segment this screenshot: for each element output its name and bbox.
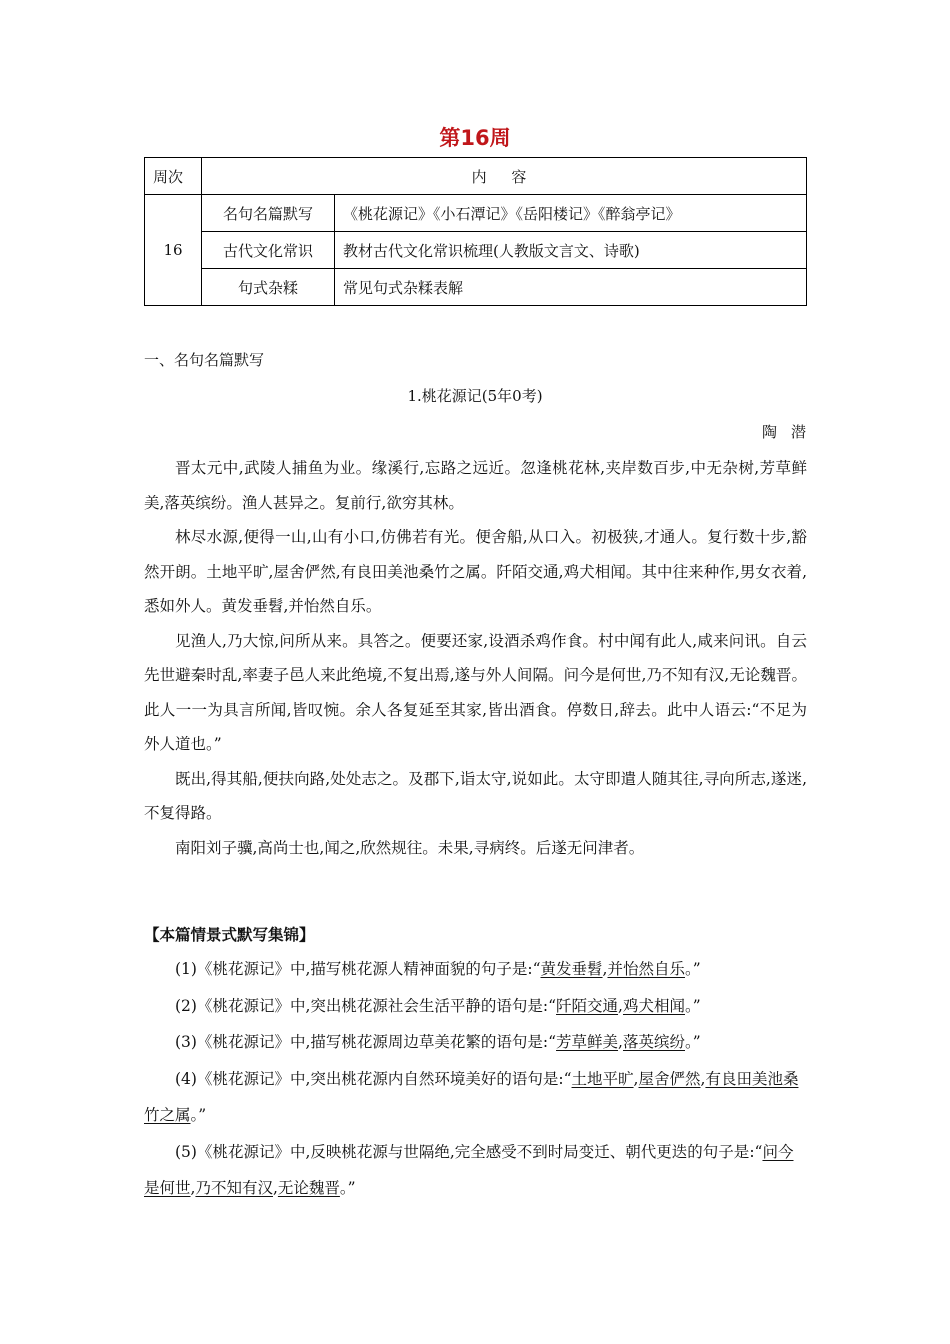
poem-title: 1.桃花源记(5年0考) (407, 387, 543, 405)
exercise-list (144, 951, 807, 1207)
category-cell: 古代文化常识 (202, 232, 335, 269)
answer-blank: 芳草鲜美 (556, 1033, 619, 1051)
exercise-end: 。” (190, 1106, 207, 1124)
week-number-cell: 16 (145, 195, 202, 306)
poem-paragraph: 晋太元中,武陵人捕鱼为业。缘溪行,忘路之远近。忽逢桃花林,夹岸数百步,中无杂树,芳草鲜美,落英缤纷。渔人甚异之。复前行,欲穷其林。 (144, 459, 807, 512)
poem-paragraph: 南阳刘子骥,高尚士也,闻之,欣然规往。未果,寻病终。后遂无问津者。 (175, 838, 645, 857)
exercise-heading: 【本篇情景式默写集锦】 (144, 925, 315, 944)
header-content-cell: 内 容 (202, 158, 807, 195)
answer-blank: 有良田美池桑竹之属 (144, 1069, 799, 1124)
page-title: 第16周 (439, 126, 511, 150)
answer-blank: 乃不知有汉 (195, 1179, 273, 1197)
answer-blank: 屋舍俨然 (638, 1069, 701, 1088)
exercise-end: 。” (339, 1179, 356, 1197)
exercise-prompt: (2)《桃花源记》中,突出桃花源社会生活平静的语句是:“ (175, 996, 557, 1015)
exercise-item: (3)《桃花源记》中,描写桃花源周边草美花繁的语句是:“芳草鲜美,落英缤纷。” (175, 1033, 701, 1051)
header-week-cell: 周次 (145, 158, 202, 195)
answer-blank: 黄发垂髫 (540, 960, 603, 978)
exercise-end: 。” (685, 960, 701, 978)
schedule-row (145, 195, 807, 232)
exercise-prompt: (4)《桃花源记》中,突出桃花源内自然环境美好的语句是:“ (175, 1069, 572, 1088)
exercise-end: 。” (685, 996, 701, 1015)
answer-blank: 落英缤纷 (622, 1033, 685, 1051)
content-cell: 常见句式杂糅表解 (335, 269, 807, 306)
schedule-row (145, 269, 807, 306)
category-cell: 句式杂糅 (202, 269, 335, 306)
poem-paragraph: 林尽水源,便得一山,山有小口,仿佛若有光。便舍船,从口入。初极狭,才通人。复行数十步,豁然开朗。土地平旷,屋舍俨然,有良田美池桑竹之属。阡陌交通,鸡犬相闻。其中往来种作,男女衣着,悉如外人。黄发垂髫,并怡然自乐。 (144, 528, 807, 615)
exercise-item: (1)《桃花源记》中,描写桃花源人精神面貌的句子是:“黄发垂髫,并怡然自乐。” (175, 960, 701, 978)
poem-body (144, 451, 807, 865)
section-heading: 一、名句名篇默写 (144, 351, 265, 369)
content-cell: 《桃花源记》《小石潭记》《岳阳楼记》《醉翁亭记》 (335, 195, 807, 232)
answer-blank: 问今是何世 (144, 1142, 794, 1197)
answer-blank: 鸡犬相闻 (622, 996, 685, 1015)
content-cell: 教材古代文化常识梳理(人教版文言文、诗歌) (335, 232, 807, 269)
schedule-row (145, 232, 807, 269)
poem-paragraph: 见渔人,乃大惊,问所从来。具答之。便要还家,设酒杀鸡作食。村中闻有此人,咸来问讯。自云先世避秦时乱,率妻子邑人来此绝境,不复出焉,遂与外人间隔。问今是何世,乃不知有汉,无论魏晋。此人一一为具言所闻,皆叹惋。余人各复延至其家,皆出酒食。停数日,辞去。此中人语云:“不足为外人道也。” (144, 631, 807, 753)
category-cell: 名句名篇默写 (202, 195, 335, 232)
schedule-table (144, 157, 807, 306)
answer-blank: 阡陌交通 (556, 996, 619, 1015)
answer-blank: 并怡然自乐 (607, 960, 685, 978)
exercise-prompt: (5)《桃花源记》中,反映桃花源与世隔绝,完全感受不到时局变迁、朝代更迭的句子是:“ (175, 1142, 763, 1161)
exercise-item: (4)《桃花源记》中,突出桃花源内自然环境美好的语句是:“土地平旷,屋舍俨然,有良田美池桑竹之属。” (144, 1069, 799, 1124)
exercise-item: (5)《桃花源记》中,反映桃花源与世隔绝,完全感受不到时局变迁、朝代更迭的句子是:“问今是何世,乃不知有汉,无论魏晋。” (144, 1142, 794, 1197)
answer-blank: 无论魏晋 (277, 1179, 340, 1197)
exercise-item: (2)《桃花源记》中,突出桃花源社会生活平静的语句是:“阡陌交通,鸡犬相闻。” (175, 996, 701, 1015)
exercise-prompt: (3)《桃花源记》中,描写桃花源周边草美花繁的语句是:“ (175, 1033, 557, 1051)
exercise-end: 。” (685, 1033, 701, 1051)
poem-author: 陶潜 (761, 423, 820, 441)
answer-blank: 土地平旷 (571, 1069, 634, 1088)
poem-paragraph: 既出,得其船,便扶向路,处处志之。及郡下,诣太守,说如此。太守即遣人随其往,寻向所志,遂迷,不复得路。 (144, 769, 807, 822)
exercise-prompt: (1)《桃花源记》中,描写桃花源人精神面貌的句子是:“ (175, 960, 541, 978)
schedule-header-row (145, 158, 807, 195)
